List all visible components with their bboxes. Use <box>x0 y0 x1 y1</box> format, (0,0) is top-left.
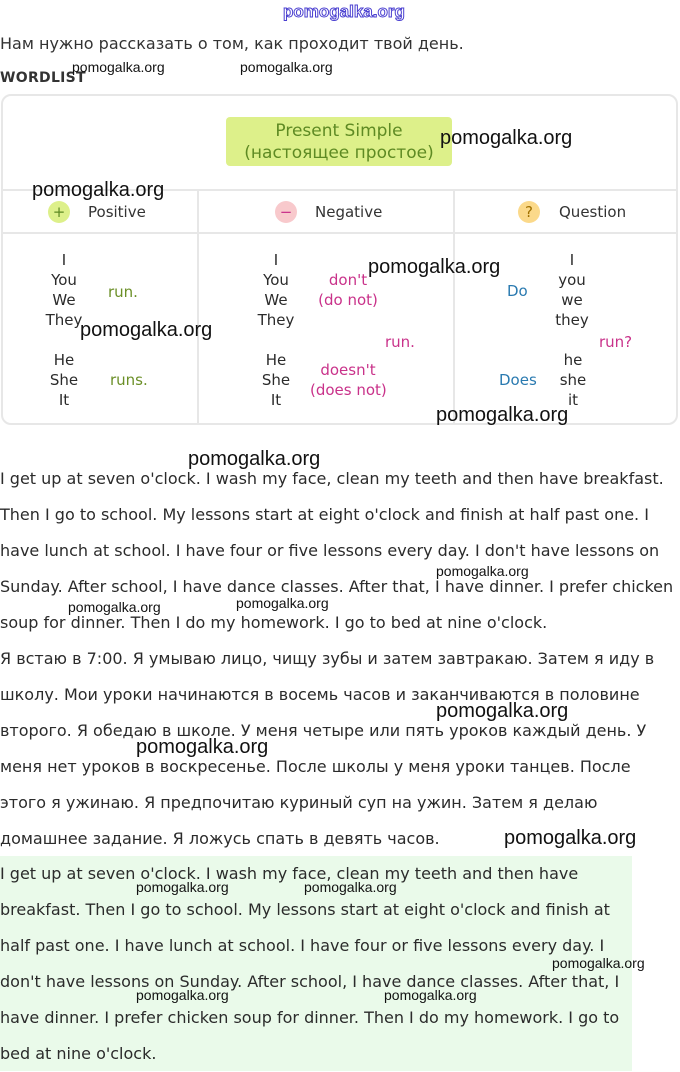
text-line: have dinner. I prefer chicken soup for dinner. Then I do my homework. I go to <box>0 1008 620 1027</box>
header-question: Question <box>559 203 627 221</box>
text-line: bed at nine o'clock. <box>0 1044 157 1063</box>
text-line: I get up at seven o'clock. I wash my face, clean my teeth and then have <box>0 864 579 883</box>
question-pronouns-third <box>553 350 593 410</box>
positive-verb-third: runs. <box>110 371 148 389</box>
pronoun: He <box>53 351 75 369</box>
table-divider <box>453 190 455 423</box>
pronoun: We <box>264 291 288 309</box>
question-pronouns-plural <box>552 250 592 330</box>
watermark: pomogalka.org <box>504 827 637 849</box>
watermark: pomogalka.org <box>552 955 645 971</box>
watermark: pomogalka.org <box>368 256 501 278</box>
pronoun: he <box>563 351 583 369</box>
intro-text: Нам нужно рассказать о том, как проходит твой день. <box>0 34 464 53</box>
watermark: pomogalka.org <box>304 879 397 895</box>
pronoun: They <box>45 311 83 329</box>
pronoun: You <box>51 271 77 289</box>
text-line: Sunday. After school, I have dance classes. After that, I have dinner. I prefer chicken <box>0 577 674 596</box>
text-line: школу. Мои уроки начинаются в восемь часов и заканчиваются в половине <box>0 685 640 704</box>
pronoun: we <box>561 291 583 309</box>
watermark: pomogalka.org <box>384 987 477 1003</box>
aux-full: (do not) <box>318 291 378 309</box>
pronoun: He <box>265 351 287 369</box>
text-line: второго. Я обедаю в школе. У меня четыре или пять уроков каждый день. У <box>0 721 647 740</box>
pronoun: I <box>273 251 279 269</box>
watermark: pomogalka.org <box>236 595 329 611</box>
russian-text <box>0 641 680 857</box>
header-negative: Negative <box>315 203 383 221</box>
text-line: soup for dinner. Then I do my homework. I go to bed at nine o'clock. <box>0 613 548 632</box>
watermark: pomogalka.org <box>72 59 165 75</box>
question-aux-third: Does <box>499 371 537 389</box>
negative-pronouns-plural <box>256 250 296 330</box>
pronoun: It <box>270 391 282 409</box>
watermark: pomogalka.org <box>436 563 529 579</box>
text-line: breakfast. Then I go to school. My lessons start at eight o'clock and finish at <box>0 900 610 919</box>
watermark: pomogalka.org <box>436 700 569 722</box>
watermark: pomogalka.org <box>440 127 573 149</box>
site-logo-watermark: pomogalka.org <box>283 2 405 21</box>
plus-icon: + <box>48 201 70 223</box>
watermark: pomogalka.org <box>240 59 333 75</box>
pronoun: It <box>58 391 70 409</box>
table-divider <box>197 190 199 423</box>
table-divider <box>3 232 676 234</box>
text-line: Then I go to school. My lessons start at eight o'clock and finish at half past one. I <box>0 505 649 524</box>
negative-aux-third <box>310 360 386 400</box>
watermark: pomogalka.org <box>68 599 161 615</box>
pronoun: it <box>567 391 579 409</box>
text-line: домашнее задание. Я ложусь спать в девять часов. <box>0 829 440 848</box>
pronoun: They <box>257 311 295 329</box>
pronoun: She <box>49 371 79 389</box>
negative-verb: run. <box>385 333 415 351</box>
watermark: pomogalka.org <box>136 987 229 1003</box>
watermark: pomogalka.org <box>80 319 213 341</box>
negative-pronouns-third <box>256 350 296 410</box>
aux-full: (does not) <box>310 381 387 399</box>
pronoun: I <box>569 251 575 269</box>
pronoun: you <box>558 271 586 289</box>
positive-pronouns-plural <box>44 250 84 330</box>
header-positive: Positive <box>88 203 146 221</box>
text-line: Я встаю в 7:00. Я умываю лицо, чищу зубы и затем завтракаю. Затем я иду в <box>0 649 655 668</box>
aux: doesn't <box>320 361 376 379</box>
table-title-line1: Present Simple <box>275 121 403 141</box>
text-line: half past one. I have lunch at school. I have four or five lessons every day. I <box>0 936 605 955</box>
watermark: pomogalka.org <box>136 879 229 895</box>
text-line: I get up at seven o'clock. I wash my face, clean my teeth and then have breakfast. <box>0 469 664 488</box>
pronoun: they <box>555 311 589 329</box>
watermark: pomogalka.org <box>188 448 321 470</box>
pronoun: I <box>61 251 67 269</box>
positive-pronouns-third <box>44 350 84 410</box>
pronoun: We <box>52 291 76 309</box>
watermark: pomogalka.org <box>436 404 569 426</box>
minus-icon: − <box>275 201 297 223</box>
text-line: этого я ужинаю. Я предпочитаю куриный суп на ужин. Затем я делаю <box>0 793 598 812</box>
question-aux: Do <box>507 282 528 300</box>
wordlist-heading: WORDLIST <box>0 70 86 86</box>
question-icon: ? <box>518 201 540 223</box>
text-line: меня нет уроков в воскресенье. После школы у меня уроки танцев. После <box>0 757 631 776</box>
pronoun: she <box>559 371 587 389</box>
pronoun: You <box>263 271 289 289</box>
watermark: pomogalka.org <box>32 179 165 201</box>
aux: don't <box>328 271 368 289</box>
text-line: don't have lessons on Sunday. After school, I have dance classes. After that, I <box>0 972 620 991</box>
positive-verb: run. <box>108 283 138 301</box>
watermark: pomogalka.org <box>136 736 269 758</box>
text-line: have lunch at school. I have four or five lessons every day. I don't have lessons on <box>0 541 660 560</box>
pronoun: She <box>261 371 291 389</box>
table-title <box>226 117 452 166</box>
table-title-line2: (настоящее простое) <box>244 143 434 163</box>
question-verb: run? <box>599 333 633 351</box>
